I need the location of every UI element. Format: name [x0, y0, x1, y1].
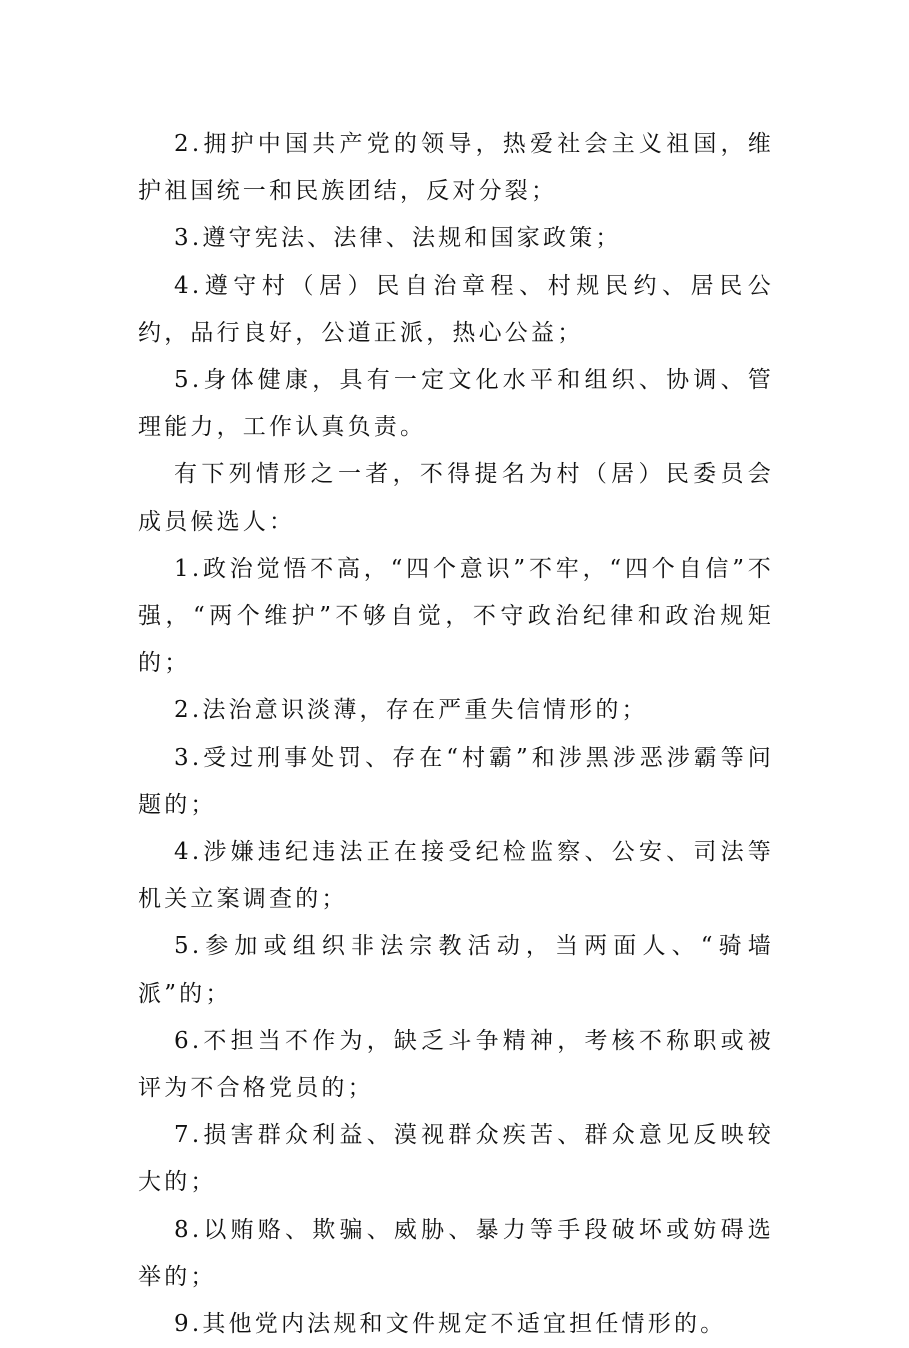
- paragraph-disqualification-1: 1.政治觉悟不高，“四个意识”不牢，“四个自信”不强，“两个维护”不够自觉，不守政治纪律和政治规矩的；: [138, 555, 774, 677]
- paragraph-disqualification-3: 3.受过刑事处罚、存在“村霸”和涉黑涉恶涉霸等问题的；: [138, 744, 774, 818]
- paragraph-disqualification-intro: 有下列情形之一者，不得提名为村（居）民委员会成员候选人：: [138, 461, 774, 535]
- paragraph-qualification-5: 5.身体健康，具有一定文化水平和组织、协调、管理能力，工作认真负责。: [138, 367, 774, 441]
- paragraph-disqualification-9: 9.其他党内法规和文件规定不适宜担任情形的。: [174, 1311, 727, 1338]
- paragraph-disqualification-7: 7.损害群众利益、漠视群众疾苦、群众意见反映较大的；: [138, 1122, 774, 1196]
- paragraph-qualification-4: 4.遵守村（居）民自治章程、村规民约、居民公约，品行良好，公道正派，热心公益；: [138, 272, 774, 346]
- paragraph-qualification-3: 3.遵守宪法、法律、法规和国家政策；: [174, 225, 622, 252]
- paragraph-disqualification-6: 6.不担当不作为，缺乏斗争精神，考核不称职或被评为不合格党员的；: [138, 1027, 774, 1102]
- document-body: [138, 121, 774, 1348]
- paragraph-qualification-2: 2.拥护中国共产党的领导，热爱社会主义祖国，维护祖国统一和民族团结，反对分裂；: [138, 131, 774, 205]
- paragraph-disqualification-8: 8.以贿赂、欺骗、威胁、暴力等手段破坏或妨碍选举的；: [138, 1216, 774, 1290]
- paragraph-disqualification-2: 2.法治意识淡薄，存在严重失信情形的；: [174, 697, 648, 724]
- paragraph-disqualification-4: 4.涉嫌违纪违法正在接受纪检监察、公安、司法等机关立案调查的；: [138, 839, 774, 913]
- paragraph-disqualification-5: 5.参加或组织非法宗教活动，当两面人、“骑墙派”的；: [138, 933, 774, 1007]
